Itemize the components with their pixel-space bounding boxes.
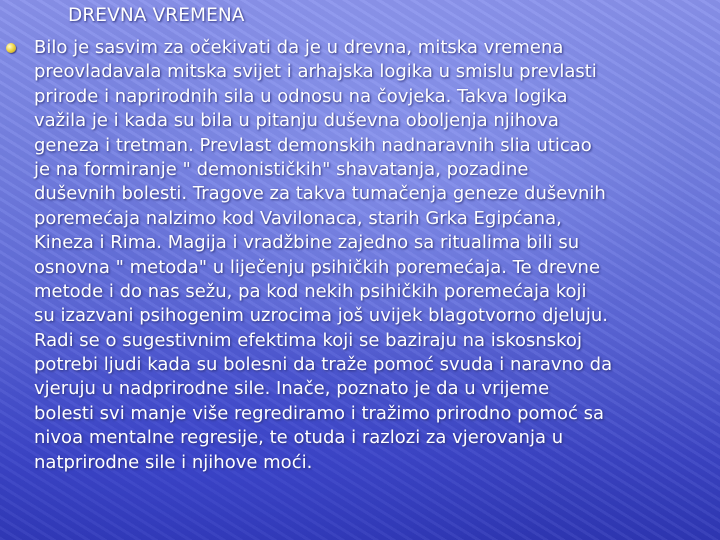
paragraph-line-1: Bilo je sasvim za očekivati da je u drevna, mitska vremena [34, 37, 564, 58]
paragraph-line-7: duševnih bolesti. Tragove za takva tumačenja geneze duševnih [34, 183, 606, 205]
paragraph-line-16: bolesti svi manje više regrediramo i tražimo prirodno pomoć sa [34, 402, 605, 424]
slide-title: DREVNA VREMENA [68, 5, 245, 26]
paragraph-line-5: geneza i tretman. Prevlast demonskih nadnaravnih slia uticao [34, 134, 592, 156]
paragraph-line-8: poremećaja nalzimo kod Vavilonaca, starih Grka Egipćana, [34, 207, 562, 229]
bullet-paragraph [34, 36, 718, 475]
paragraph-line-2: preovladavala mitska svijet i arhajska logika u smislu prevlasti [34, 61, 597, 83]
paragraph-line-10: osnovna " metoda" u liječenju psihičkih poremećaja. Te drevne [34, 256, 601, 278]
paragraph-line-9: Kineza i Rima. Magija i vradžbine zajedno sa ritualima bili su [34, 232, 580, 254]
bullet-icon [6, 43, 16, 53]
paragraph-line-13: Radi se o sugestivnim efektima koji se baziraju na iskosnskoj [34, 329, 582, 351]
paragraph-line-12: su izazvani psihogenim uzrocima još uvijek blagotvorno djeluju. [34, 305, 608, 327]
paragraph-line-15: vjeruju u nadprirodne sile. Inače, poznato je da u vrijeme [34, 378, 550, 400]
paragraph-line-6: je na formiranje " demonističkih" shavatanja, pozadine [34, 158, 529, 180]
paragraph-line-4: važila je i kada su bila u pitanju duševna oboljenja njihova [34, 110, 559, 132]
paragraph-line-17: nivoa mentalne regresije, te otuda i razlozi za vjerovanja u [34, 427, 564, 449]
paragraph-line-11: metode i do nas sežu, pa kod nekih psihičkih poremećaja koji [34, 280, 587, 302]
paragraph-line-14: potrebi ljudi kada su bolesni da traže pomoć svuda i naravno da [34, 354, 613, 376]
paragraph-line-18: natprirodne sile i njihove moći. [34, 451, 313, 473]
paragraph-line-3: prirode i naprirodnih sila u odnosu na čovjeka. Takva logika [34, 85, 568, 107]
